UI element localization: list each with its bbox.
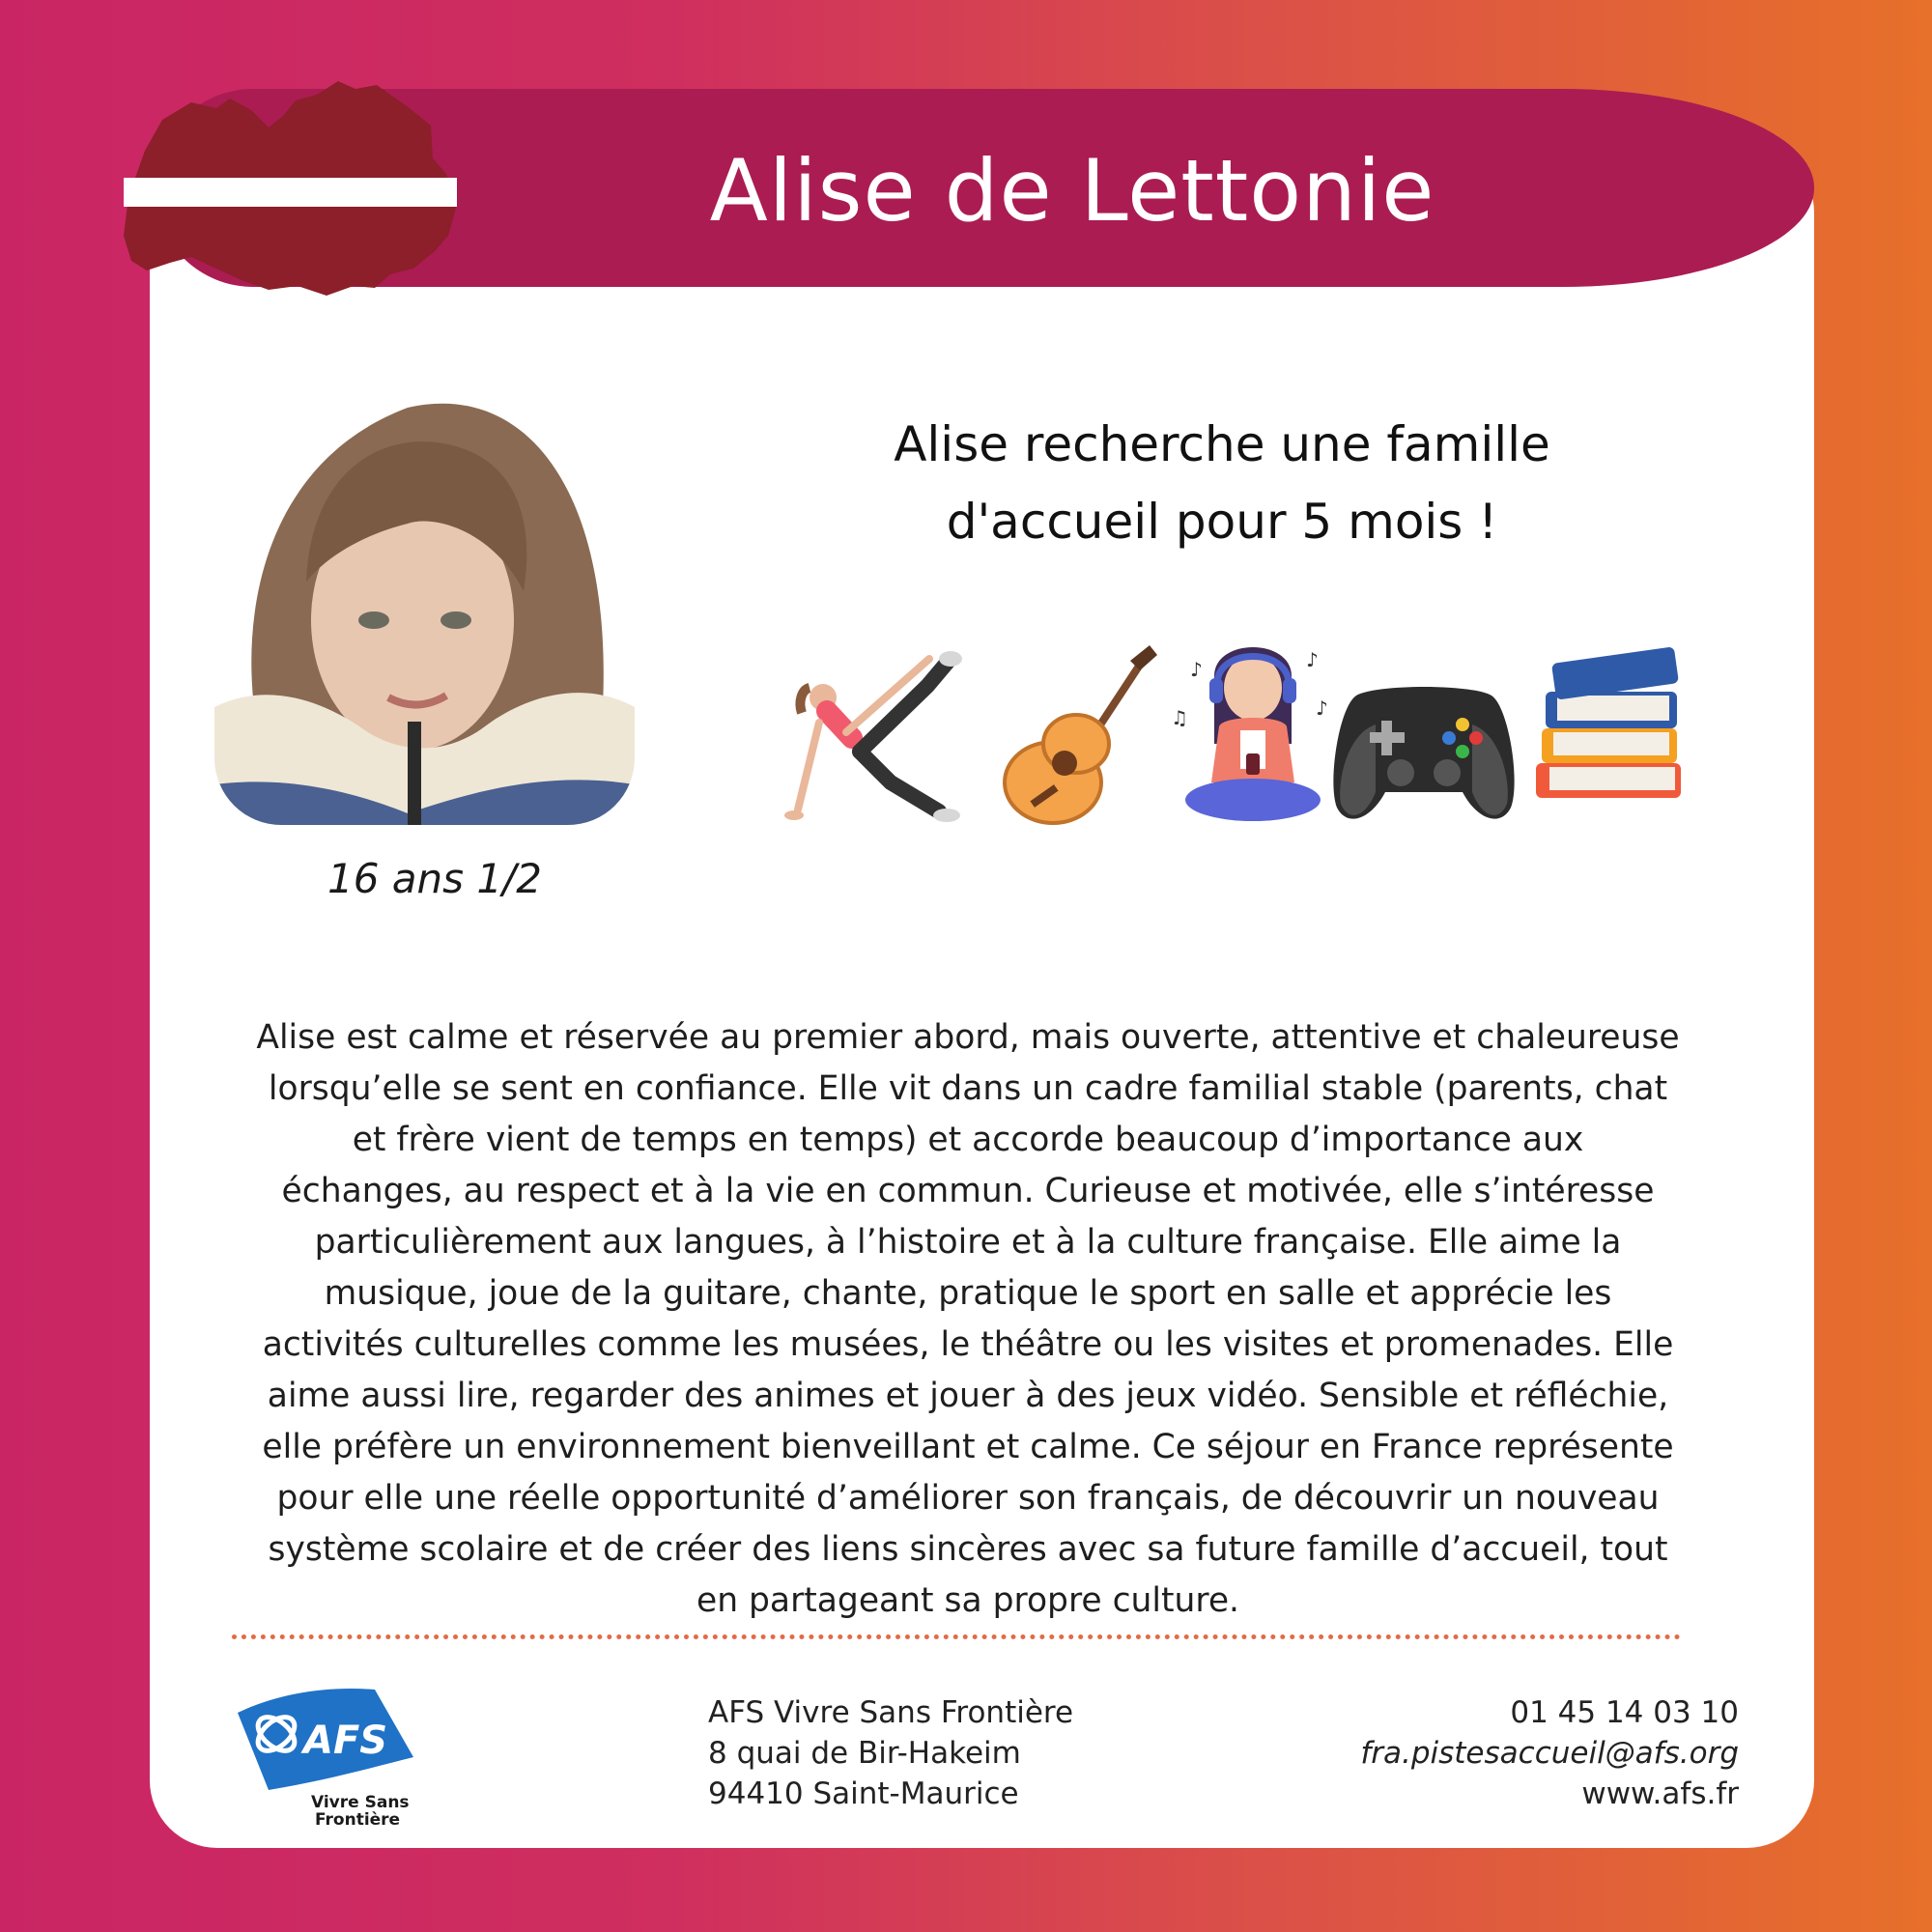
fitness-icon xyxy=(784,638,968,831)
dotted-divider xyxy=(232,1634,1681,1639)
contact-info xyxy=(1256,1692,1739,1818)
description-line: système scolaire et de créer des liens sincères avec sa future famille d’accueil, tout xyxy=(268,1530,1668,1569)
afs-logo xyxy=(230,1684,418,1829)
logo-text: AFS xyxy=(303,1719,388,1763)
latvia-map-flag-icon xyxy=(124,81,457,299)
student-portrait xyxy=(214,388,635,825)
description-line: en partageant sa propre culture. xyxy=(696,1581,1240,1620)
description-line: pour elle une réelle opportunité d’améliorer son français, de découvrir un nouveau xyxy=(276,1479,1660,1518)
game-controller-icon xyxy=(1327,638,1520,831)
logo-subtitle-line-2: Frontière xyxy=(315,1810,401,1829)
address-line-2: 8 quai de Bir-Hakeim xyxy=(708,1736,1021,1771)
headline-line-1: Alise recherche une famille xyxy=(894,416,1550,472)
description-line: particulièrement aux langues, à l’histoire et à la culture française. Elle aime la xyxy=(314,1223,1622,1262)
guitar-icon xyxy=(995,638,1159,831)
website-link[interactable]: www.afs.fr xyxy=(1581,1776,1739,1811)
books-icon xyxy=(1526,638,1690,831)
svg-text:♫: ♫ xyxy=(1171,706,1188,729)
description-text xyxy=(176,1012,1760,1631)
description-line: aime aussi lire, regarder des animes et jouer à des jeux vidéo. Sensible et réfléchie, xyxy=(267,1377,1669,1415)
age-label: 16 ans 1/2 xyxy=(327,855,542,902)
svg-text:♪: ♪ xyxy=(1316,696,1328,720)
email-link[interactable]: fra.pistesaccueil@afs.org xyxy=(1360,1736,1739,1771)
description-line: activités culturelles comme les musées, le théâtre ou les visites et promenades. Elle xyxy=(262,1325,1674,1364)
hobby-icons xyxy=(784,638,1692,831)
music-headphones-icon xyxy=(1171,638,1335,831)
description-line: musique, joue de la guitare, chante, pratique le sport en salle et apprécie les xyxy=(324,1274,1612,1313)
description-line: échanges, au respect et à la vie en commun. Curieuse et motivée, elle s’intéresse xyxy=(281,1172,1655,1210)
postal-address xyxy=(708,1692,1210,1818)
headline-line-2: d'accueil pour 5 mois ! xyxy=(946,494,1498,550)
svg-text:♪: ♪ xyxy=(1306,648,1319,671)
description-line: elle préfère un environnement bienveillant et calme. Ce séjour en France représente xyxy=(262,1428,1674,1466)
page-title: Alise de Lettonie xyxy=(709,141,1435,241)
description-line: et frère vient de temps en temps) et accorde beaucoup d’importance aux xyxy=(352,1121,1584,1159)
address-line-3: 94410 Saint-Maurice xyxy=(708,1776,1019,1811)
svg-text:♪: ♪ xyxy=(1190,658,1203,681)
phone-number[interactable]: 01 45 14 03 10 xyxy=(1510,1695,1739,1730)
logo-subtitle-line-1: Vivre Sans xyxy=(311,1793,410,1812)
address-line-1: AFS Vivre Sans Frontière xyxy=(708,1695,1074,1730)
description-line: Alise est calme et réservée au premier abord, mais ouverte, attentive et chaleureuse xyxy=(256,1018,1680,1057)
headline xyxy=(763,406,1681,570)
description-line: lorsqu’elle se sent en confiance. Elle vit dans un cadre familial stable (parents, chat xyxy=(268,1069,1668,1108)
